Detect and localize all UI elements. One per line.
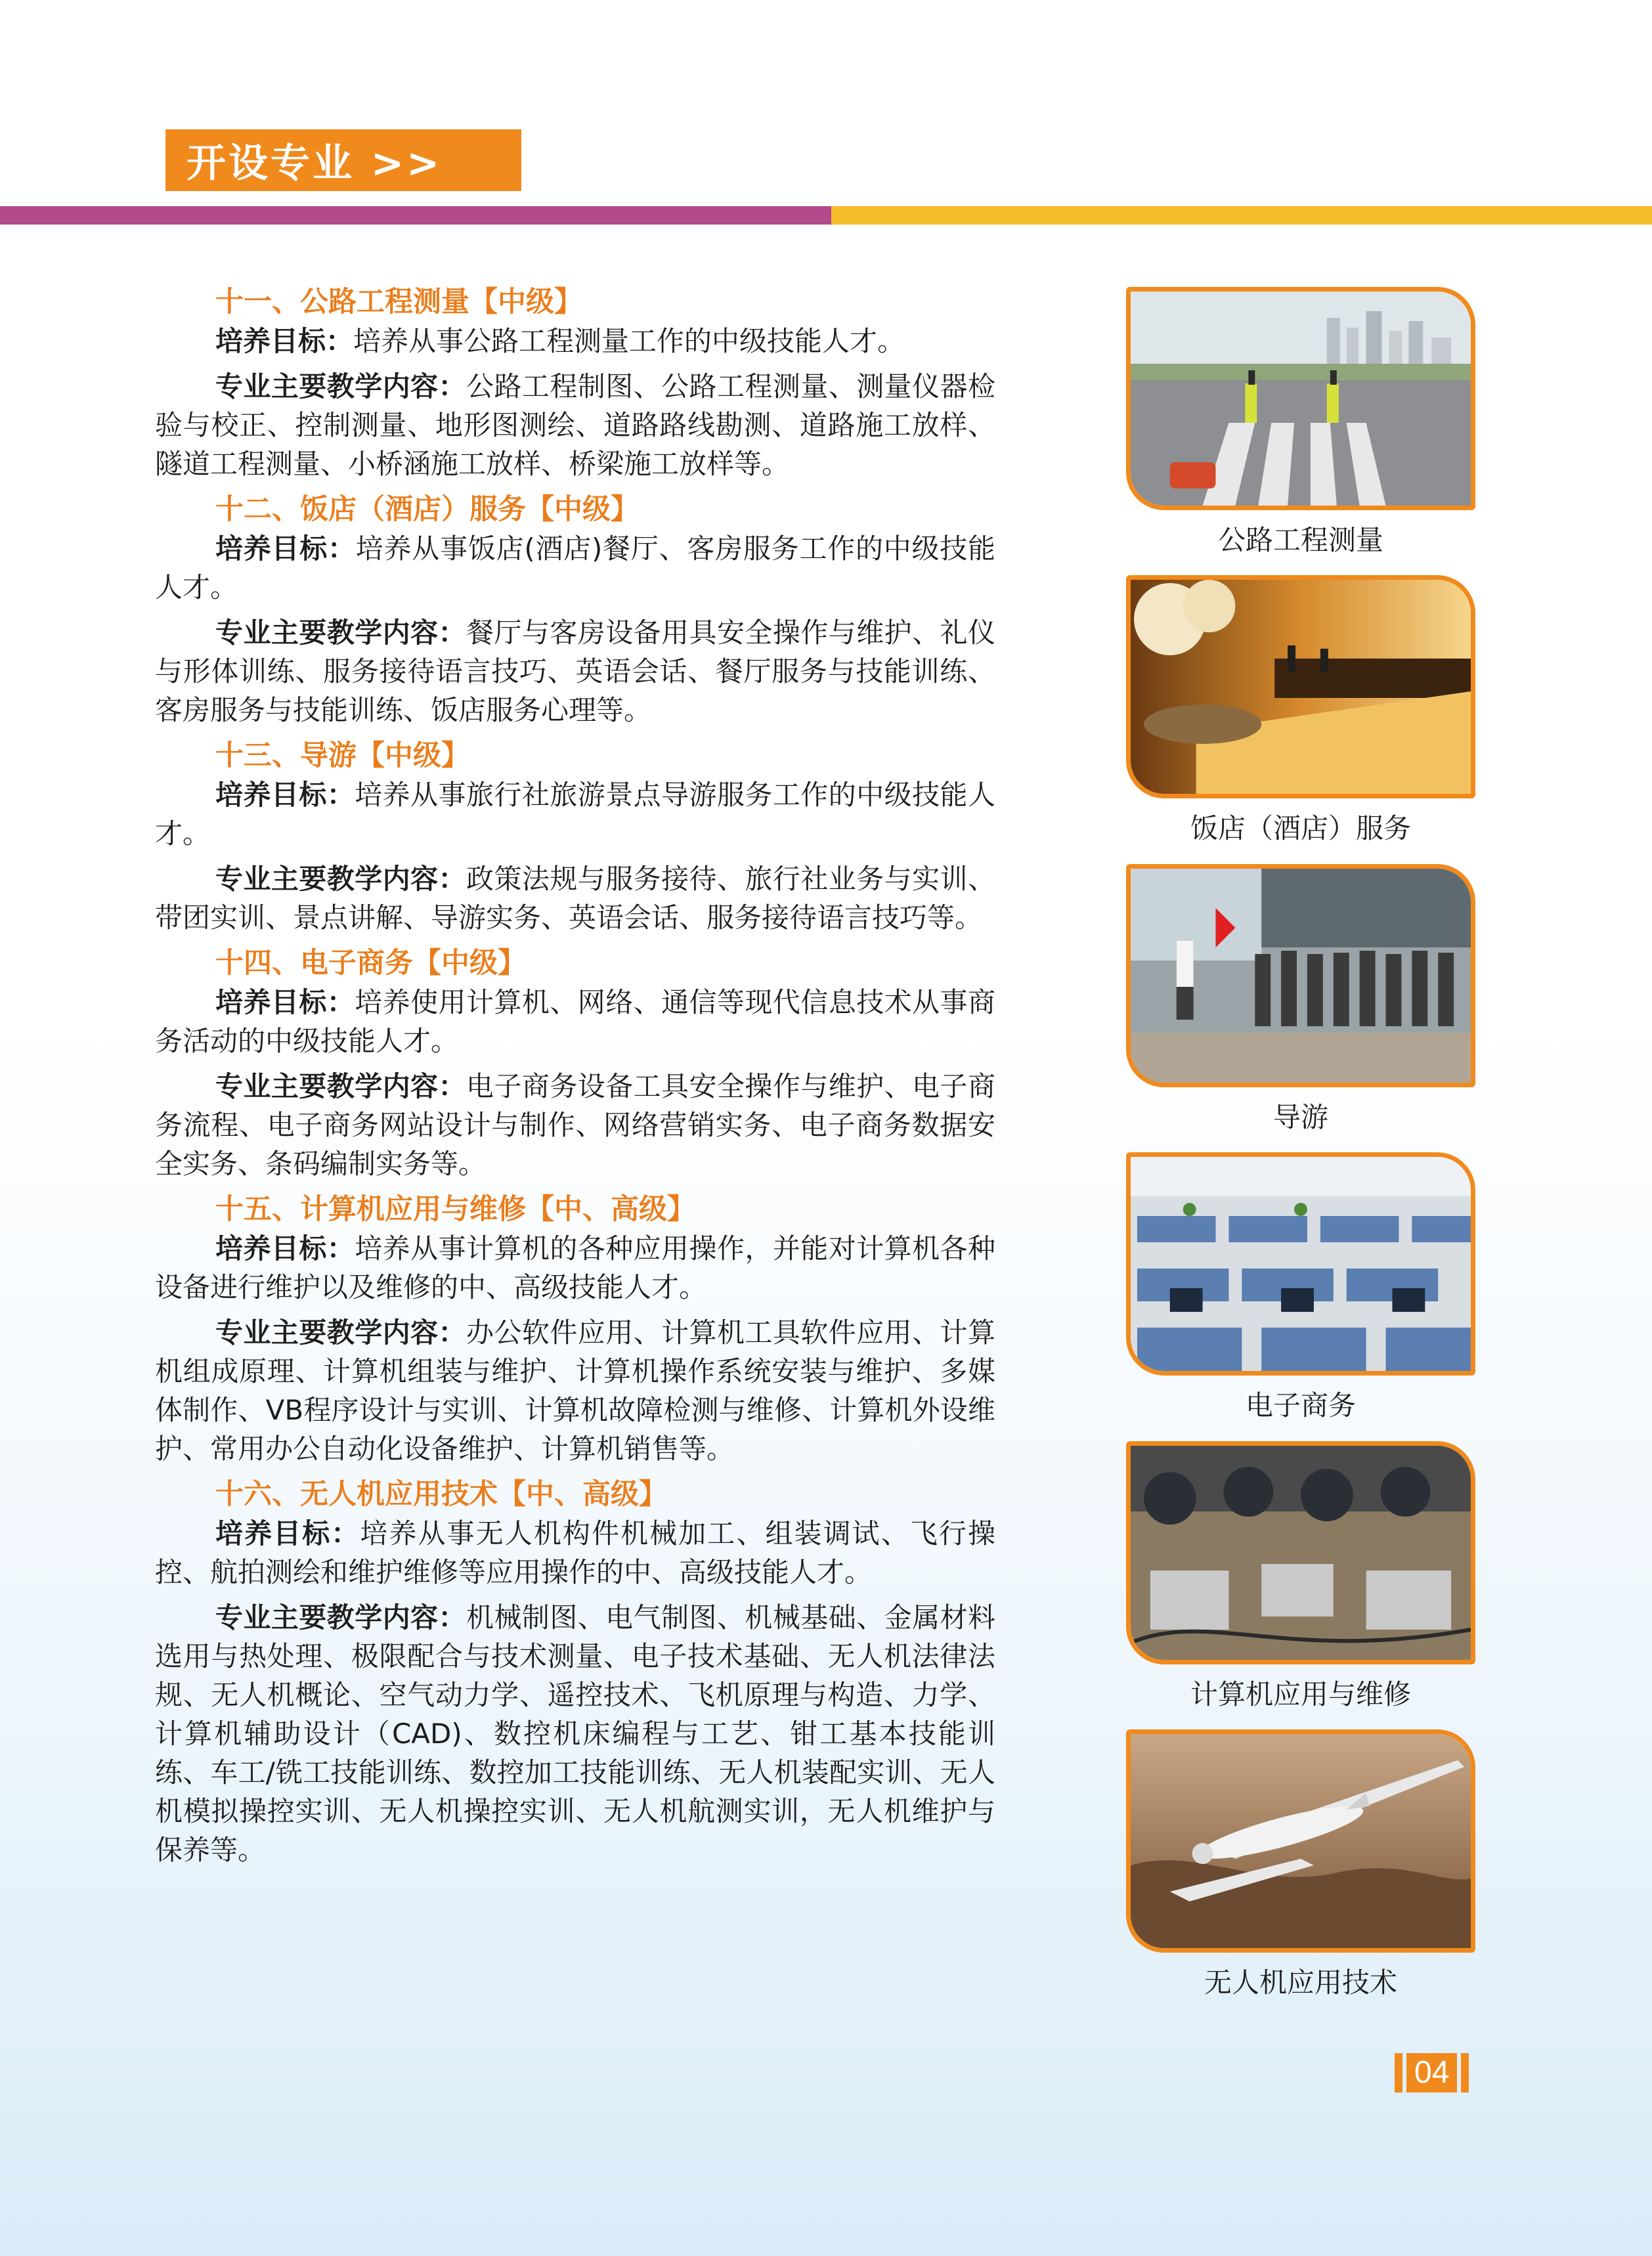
content-paragraph bbox=[155, 367, 995, 483]
goal-label: 培养目标： bbox=[215, 532, 356, 565]
goal-label: 培养目标： bbox=[215, 986, 355, 1018]
content-text: 政策法规与服务接待、旅行社业务与实训、带团实训、景点讲解、导游实务、英语会话、服务接待语言技巧等。 bbox=[155, 863, 995, 934]
photo-caption: 导游 bbox=[1272, 1101, 1328, 1133]
header-divider-yellow bbox=[831, 206, 1652, 225]
photo-block bbox=[1126, 1729, 1475, 2003]
header-tab bbox=[165, 129, 521, 191]
major-section bbox=[155, 944, 995, 1183]
page-header-title: 开设专业 >> bbox=[186, 141, 443, 186]
photo-caption: 电子商务 bbox=[1245, 1389, 1356, 1421]
section-title: 十六、无人机应用技术【中、高级】 bbox=[215, 1478, 667, 1511]
page-number bbox=[1395, 2053, 1469, 2093]
goal-paragraph bbox=[155, 1229, 995, 1307]
content-paragraph bbox=[155, 1067, 995, 1183]
header-divider-purple bbox=[0, 206, 831, 225]
content-paragraph bbox=[155, 859, 995, 937]
goal-paragraph bbox=[155, 529, 995, 607]
content-label: 专业主要教学内容： bbox=[215, 1070, 466, 1102]
photo-caption: 无人机应用技术 bbox=[1204, 1966, 1397, 1999]
major-section bbox=[155, 1190, 995, 1468]
major-section bbox=[155, 282, 995, 483]
photo-survey bbox=[1126, 287, 1475, 510]
content-text: 公路工程制图、公路工程测量、测量仪器检验与校正、控制测量、地形图测绘、道路路线勘测、道路施工放样、隧道工程测量、小桥涵施工放样、桥梁施工放样等。 bbox=[155, 370, 995, 480]
section-title: 十五、计算机应用与维修【中、高级】 bbox=[215, 1193, 695, 1226]
goal-label: 培养目标： bbox=[215, 779, 355, 811]
goal-label: 培养目标： bbox=[215, 1517, 360, 1550]
goal-label: 培养目标： bbox=[215, 1232, 355, 1265]
photo-block bbox=[1126, 575, 1475, 848]
photo-caption: 饭店（酒店）服务 bbox=[1190, 812, 1411, 844]
goal-paragraph bbox=[155, 983, 995, 1060]
photo-hotel bbox=[1126, 575, 1475, 798]
goal-text: 培养从事公路工程测量工作的中级技能人才。 bbox=[353, 325, 905, 357]
major-section bbox=[155, 1475, 995, 1869]
page-number-bar bbox=[1461, 2053, 1469, 2093]
content-label: 专业主要教学内容： bbox=[215, 1601, 466, 1634]
major-section bbox=[155, 490, 995, 729]
goal-label: 培养目标： bbox=[215, 325, 354, 357]
photo-tour-guide bbox=[1126, 864, 1475, 1087]
photo-computer-repair bbox=[1126, 1441, 1475, 1664]
content-paragraph bbox=[155, 613, 995, 729]
major-list bbox=[155, 282, 995, 1876]
photo-drone bbox=[1126, 1729, 1475, 1953]
content-text: 餐厅与客房设备用具安全操作与维护、礼仪与形体训练、服务接待语言技巧、英语会话、餐厅服务与技能训练、客房服务与技能训练、饭店服务心理等。 bbox=[155, 617, 995, 726]
goal-text: 培养从事旅行社旅游景点导游服务工作的中级技能人才。 bbox=[155, 779, 995, 850]
goal-text: 培养从事饭店(酒店)餐厅、客房服务工作的中级技能人才。 bbox=[155, 532, 995, 603]
photo-block bbox=[1126, 864, 1475, 1137]
content-label: 专业主要教学内容： bbox=[215, 863, 466, 895]
content-text: 办公软件应用、计算机工具软件应用、计算机组成原理、计算机组装与维护、计算机操作系统安装与维护、多媒体制作、VB程序设计与实训、计算机故障检测与维修、计算机外设维护、常用办公自动化设备维护、计算机销售等。 bbox=[155, 1316, 995, 1465]
content-label: 专业主要教学内容： bbox=[215, 617, 466, 649]
content-text: 电子商务设备工具安全操作与维护、电子商务流程、电子商务网站设计与制作、网络营销实务、电子商务数据安全实务、条码编制实务等。 bbox=[155, 1070, 995, 1180]
section-title: 十三、导游【中级】 bbox=[215, 739, 469, 772]
goal-text: 培养从事计算机的各种应用操作，并能对计算机各种设备进行维护以及维修的中、高级技能人才。 bbox=[155, 1232, 995, 1303]
goal-text: 培养使用计算机、网络、通信等现代信息技术从事商务活动的中级技能人才。 bbox=[155, 986, 995, 1057]
section-title: 十二、饭店（酒店）服务【中级】 bbox=[215, 493, 639, 526]
page-number-bar bbox=[1395, 2053, 1402, 2093]
goal-paragraph bbox=[155, 1514, 995, 1592]
content-text: 机械制图、电气制图、机械基础、金属材料选用与热处理、极限配合与技术测量、电子技术基础、无人机法律法规、无人机概论、空气动力学、遥控技术、飞机原理与构造、力学、计算机辅助设计（CAD)、数控机床编程与工艺、钳工基本技能训练、车工/铣工技能训练、数控加工技能训练、无人机装配实训、无人机模拟操控实训、无人机操控实训、无人机航测实训，无人机维护与保养等。 bbox=[155, 1601, 995, 1866]
goal-paragraph bbox=[155, 775, 995, 853]
content-label: 专业主要教学内容： bbox=[215, 370, 466, 402]
goal-text: 培养从事无人机构件机械加工、组装调试、飞行操控、航拍测绘和维护维修等应用操作的中、高级技能人才。 bbox=[155, 1517, 995, 1588]
photo-e-commerce bbox=[1126, 1152, 1475, 1376]
section-title: 十一、公路工程测量【中级】 bbox=[215, 286, 582, 318]
section-title: 十四、电子商务【中级】 bbox=[215, 947, 526, 980]
content-paragraph bbox=[155, 1313, 995, 1468]
photo-block bbox=[1126, 287, 1475, 560]
major-section bbox=[155, 736, 995, 937]
content-paragraph bbox=[155, 1598, 995, 1869]
photo-caption: 公路工程测量 bbox=[1217, 524, 1383, 556]
photo-caption: 计算机应用与维修 bbox=[1190, 1678, 1411, 1710]
goal-paragraph bbox=[155, 322, 995, 360]
content-label: 专业主要教学内容： bbox=[215, 1316, 466, 1349]
page-number-text: 04 bbox=[1406, 2053, 1457, 2093]
photo-block bbox=[1126, 1441, 1475, 1714]
photo-block bbox=[1126, 1152, 1475, 1425]
